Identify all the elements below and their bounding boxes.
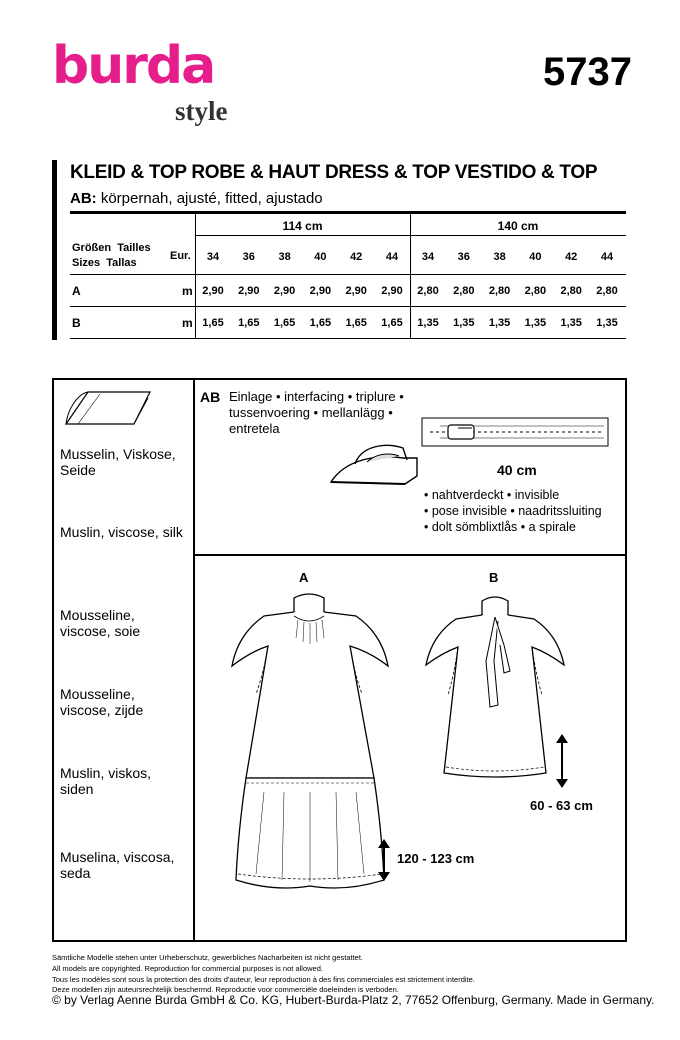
yardage-cell: 2,80	[596, 285, 618, 297]
interfacing-line-1: Einlage • interfacing • triplure •	[229, 389, 404, 404]
size-header-cell: 38	[493, 251, 506, 263]
fabric-sv: Muslin, viskos, siden	[60, 765, 152, 797]
copyright: © by Verlag Aenne Burda GmbH & Co. KG, Hubert-Burda-Platz 2, 77652 Offenburg, Germany. Made in Germany.	[52, 993, 655, 1007]
zip-line-3: • dolt sömblixtlås • a spirale	[424, 520, 576, 534]
size-header-cell: 34	[421, 251, 435, 263]
zip-line-1: • nahtverdeckt • invisible	[424, 488, 560, 502]
size-header-cell: 40	[529, 251, 542, 263]
fit-description	[70, 190, 323, 207]
fabric-en: Muslin, viscose, silk	[60, 524, 183, 540]
yardage-cell: 2,80	[417, 285, 439, 297]
yardage-cell: 2,80	[524, 285, 547, 297]
footer-line-fr: Tous les modèles sont sous la protection des droits d'auteur, leur reproduction à des fins commerciales est strictement interdite.	[52, 975, 475, 984]
table-row-rule	[70, 274, 626, 275]
size-header-cell: 42	[565, 251, 578, 263]
size-header-cell: 40	[314, 251, 327, 263]
yardage-cell: 1,35	[560, 317, 582, 329]
zip-length: 40 cm	[497, 462, 537, 478]
width-140-header: 140 cm	[497, 219, 539, 233]
size-header-cell: 44	[600, 251, 614, 263]
notions-divider	[193, 554, 627, 556]
size-header-cell: 44	[385, 251, 399, 263]
footer-line-en: All models are copyrighted. Reproduction for commercial purposes is not allowed.	[52, 964, 323, 973]
row-unit-label: m	[182, 316, 193, 330]
size-header-cell: 36	[242, 251, 255, 263]
style-logo: style	[175, 96, 228, 126]
size-header-cell: 38	[278, 251, 291, 263]
burda-logo: burda	[52, 36, 215, 96]
width-114-header: 114 cm	[282, 219, 323, 233]
yardage-cell: 1,35	[488, 317, 511, 329]
yardage-cell: 1,65	[202, 317, 224, 329]
row-unit-label: m	[182, 284, 193, 298]
table-row-rule	[70, 306, 626, 307]
yardage-cell: 2,90	[273, 285, 296, 297]
table-top-rule	[70, 211, 626, 214]
fabric-bolt-icon	[58, 384, 158, 432]
iron-icon	[325, 436, 425, 492]
footer-line-nl: Deze modellen zijn auteursrechtelijk beschermd. Reproductie voor commerciële doeleinden is verboden.	[52, 985, 399, 994]
interfacing-line-2: tussenvoering • mellanlägg •	[229, 405, 393, 420]
dress-illustration	[224, 582, 394, 892]
yardage-cell: 2,90	[381, 285, 403, 297]
yardage-cell: 1,35	[453, 317, 475, 329]
view-b-label: B	[489, 570, 499, 585]
yardage-cell: 1,65	[238, 317, 260, 329]
zipper-icon	[420, 414, 614, 450]
yardage-cell: 1,35	[596, 317, 618, 329]
yardage-cell: 1,35	[524, 317, 547, 329]
pattern-number: 5737	[543, 50, 632, 94]
sizes-label-2: Sizes Tallas	[72, 257, 137, 269]
dress-length: 120 - 123 cm	[397, 851, 475, 866]
yardage-cell: 1,35	[417, 317, 439, 329]
fabric-nl: Mousseline, viscose, zijde	[60, 686, 144, 718]
view-a-label: A	[299, 570, 309, 585]
table-row-rule	[195, 235, 626, 236]
yardage-cell: 2,90	[202, 285, 224, 297]
top-length-arrow	[555, 733, 569, 789]
page-title: KLEID & TOP ROBE & HAUT DRESS & TOP VESTIDO & TOP	[70, 162, 598, 183]
top-illustration	[420, 585, 570, 785]
yardage-cell: 1,65	[273, 317, 296, 329]
yardage-cell: 2,90	[345, 285, 367, 297]
fabric-divider	[193, 378, 195, 942]
yardage-cell: 1,65	[345, 317, 367, 329]
yardage-cell: 2,80	[453, 285, 475, 297]
fit-prefix: AB:	[70, 190, 97, 207]
interfacing-line-3: entretela	[229, 421, 280, 436]
size-header-cell: 42	[350, 251, 363, 263]
dress-length-arrow	[377, 838, 391, 882]
title-bar	[52, 160, 57, 340]
notions-views: AB	[200, 389, 221, 405]
yardage-cell: 2,80	[560, 285, 582, 297]
row-view-label: A	[72, 284, 81, 298]
size-header-cell: 36	[457, 251, 470, 263]
fabric-fr: Mousseline, viscose, soie	[60, 607, 141, 639]
yardage-cell: 2,80	[488, 285, 511, 297]
fit-text: körpernah, ajusté, fitted, ajustado	[96, 190, 323, 207]
yardage-cell: 1,65	[381, 317, 403, 329]
top-length: 60 - 63 cm	[530, 798, 593, 813]
fabric-de: Musselin, Viskose, Seide	[60, 446, 176, 478]
yardage-cell: 1,65	[309, 317, 332, 329]
yardage-cell: 2,90	[309, 285, 332, 297]
zip-line-2: • pose invisible • naadritssluiting	[424, 504, 602, 518]
eur-label: Eur.	[170, 250, 191, 262]
table-bottom-rule	[70, 338, 626, 339]
yardage-cell: 2,90	[238, 285, 260, 297]
sizes-label-1: Größen Tailles	[72, 242, 151, 254]
size-header-cell: 34	[206, 251, 220, 263]
fabric-es: Muselina, viscosa, seda	[60, 849, 175, 881]
row-view-label: B	[72, 316, 81, 330]
footer-line-de: Sämtliche Modelle stehen unter Urheberschutz, gewerbliches Nacharbeiten ist nicht gestattet.	[52, 953, 363, 962]
